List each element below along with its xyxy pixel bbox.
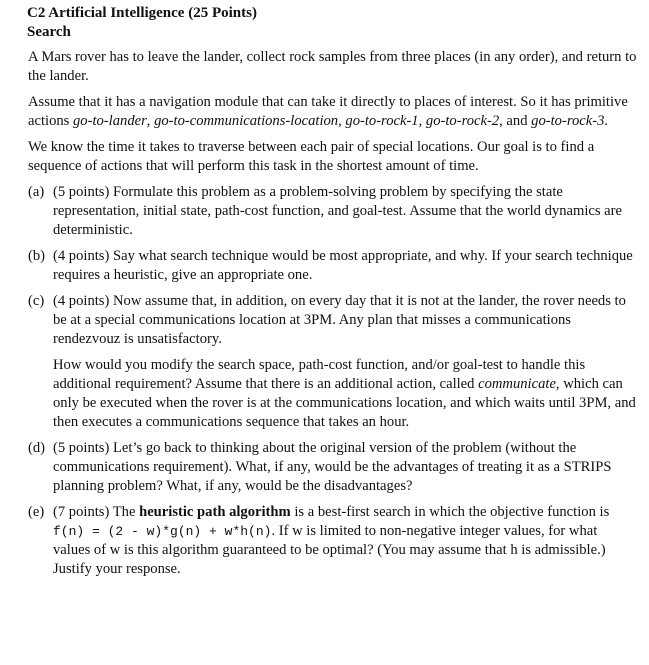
text-part: (7 points) The — [53, 504, 140, 520]
question-text-continued — [53, 356, 637, 432]
sep: , — [418, 113, 426, 129]
action-go-to-rock-1: go-to-rock-1 — [345, 113, 419, 129]
period: . — [604, 113, 609, 129]
action-go-to-rock-3: go-to-rock-3 — [531, 113, 605, 129]
question-e — [28, 503, 637, 579]
question-text: (5 points) Let’s go back to thinking about the original version of the problem (without the communications requirement). What, if any, would be the advantages of treating it as a STRIPS planning problem? What, if any, would be the disadvantages? — [53, 440, 612, 494]
intro2-text: Assume that it has a navigation module that can take it directly to places of interest. So it has primitive actions — [28, 94, 628, 129]
sep: , and — [499, 113, 532, 129]
text-part: How would you modify the search space, path-cost function, and/or goal-test to handle this additional requirement? Assume that there is an additional action, called — [53, 357, 586, 392]
intro-paragraph-1: A Mars rover has to leave the lander, collect rock samples from three places (in any order), and return to the lander. — [28, 49, 637, 84]
intro-paragraph-2 — [28, 93, 637, 131]
intro-paragraph-3: We know the time it takes to traverse between each pair of special locations. Our goal is to find a sequence of actions that will perform this task in the shortest amount of time. — [28, 139, 595, 174]
question-text — [53, 503, 637, 579]
question-b — [28, 247, 637, 285]
question-label: (c) — [28, 293, 45, 309]
question-text: (4 points) Say what search technique would be most appropriate, and why. If your search technique requires a heuristic, give an appropriate one. — [53, 248, 633, 283]
question-label: (b) — [28, 248, 46, 264]
section-title: C2 Artificial Intelligence (25 Points) — [27, 5, 257, 21]
sep: , — [338, 113, 346, 129]
question-label: (a) — [28, 184, 45, 200]
section-subtitle: Search — [27, 24, 71, 40]
question-a — [28, 183, 637, 240]
question-c — [28, 292, 637, 432]
question-text: (5 points) Formulate this problem as a problem-solving problem by specifying the state representation, initial state, path-cost function, and goal-test. Assume that the world dynamics are deterministic. — [53, 184, 622, 238]
action-go-to-communications-location: go-to-communications-location — [154, 113, 339, 129]
algorithm-name: heuristic path algorithm — [139, 504, 291, 520]
action-communicate: communicate — [478, 376, 556, 392]
action-go-to-lander: go-to-lander — [73, 113, 147, 129]
action-go-to-rock-2: go-to-rock-2 — [425, 113, 500, 129]
question-label: (e) — [28, 504, 45, 520]
text-part: is a best-first search in which the objective function is — [290, 504, 610, 520]
objective-formula: f(n) = (2 - w)*g(n) + w*h(n) — [53, 524, 272, 539]
question-text: (4 points) Now assume that, in addition, on every day that it is not at the lander, the rover needs to be at a special communications location at 3PM. Any plan that misses a communications rendezvouz is unsatisfactory. — [53, 293, 626, 347]
sep: , — [146, 113, 155, 129]
question-d — [28, 439, 637, 496]
text-part: , which can only be executed when the rover is at the communications location, and which waits until 3PM, and then executes a communications sequence that takes an hour. — [53, 376, 636, 430]
question-label: (d) — [28, 440, 46, 456]
text-part: . If w is limited to non-negative integer values, for what values of w is this algorithm guaranteed to be optimal? (You may assume that h is admissible.) Justify your response. — [53, 523, 606, 577]
